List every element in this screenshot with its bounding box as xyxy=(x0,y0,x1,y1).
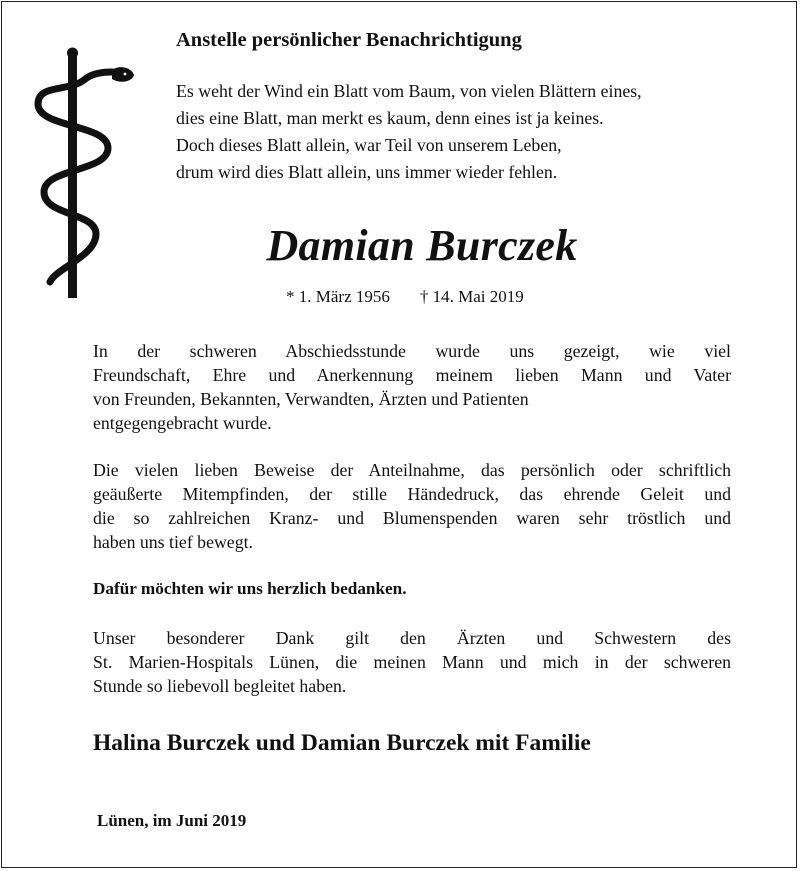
paragraph-line: von Freunden, Bekannten, Verwandten, Ärzten und Patienten xyxy=(93,389,529,409)
birth-date: * 1. März 1956 xyxy=(286,287,390,306)
paragraph-line: Stunde so liebevoll begleitet haben. xyxy=(93,676,347,696)
paragraph-line: In der schweren Abschiedsstunde wurde uns gezeigt, wie viel xyxy=(93,341,731,361)
paragraph-line: entgegengebracht wurde. xyxy=(93,413,272,433)
paragraph-gratitude xyxy=(93,339,731,435)
poem-line: Doch dieses Blatt allein, war Teil von unserem Leben, xyxy=(176,135,562,155)
paragraph-line: Freundschaft, Ehre und Anerkennung meinem lieben Mann und Vater xyxy=(93,365,731,385)
paragraph-line: haben uns tief bewegt. xyxy=(93,532,253,552)
notice-header: Anstelle persönlicher Benachrichtigung xyxy=(176,29,522,51)
poem-line: drum wird dies Blatt allein, uns immer wieder fehlen. xyxy=(176,162,558,182)
poem-line: dies eine Blatt, man merkt es kaum, denn eines ist ja keines. xyxy=(176,108,604,128)
poem-line: Es weht der Wind ein Blatt vom Baum, von vielen Blättern eines, xyxy=(176,81,642,101)
thanks-line: Dafür möchten wir uns herzlich bedanken. xyxy=(93,579,407,598)
paragraph-line: Unser besonderer Dank gilt den Ärzten und Schwestern des xyxy=(93,628,731,648)
life-dates xyxy=(286,287,524,307)
death-date: † 14. Mai 2019 xyxy=(419,287,524,306)
poem xyxy=(176,78,642,186)
paragraph-line: St. Marien-Hospitals Lünen, die meinen Mann und mich in der schweren xyxy=(93,652,731,672)
paragraph-line: die so zahlreichen Kranz- und Blumenspenden waren sehr tröstlich und xyxy=(93,508,731,528)
place-and-date: Lünen, im Juni 2019 xyxy=(97,811,247,830)
deceased-name: Damian Burczek xyxy=(266,221,578,270)
family-signature: Halina Burczek und Damian Burczek mit Familie xyxy=(93,730,591,756)
paragraph-line: Die vielen lieben Beweise der Anteilnahme, das persönlich oder schriftlich xyxy=(93,460,731,480)
paragraph-special-thanks xyxy=(93,626,731,698)
paragraph-line: geäußerte Mitempfinden, der stille Händedruck, das ehrende Geleit und xyxy=(93,484,731,504)
paragraph-sympathy xyxy=(93,458,731,554)
